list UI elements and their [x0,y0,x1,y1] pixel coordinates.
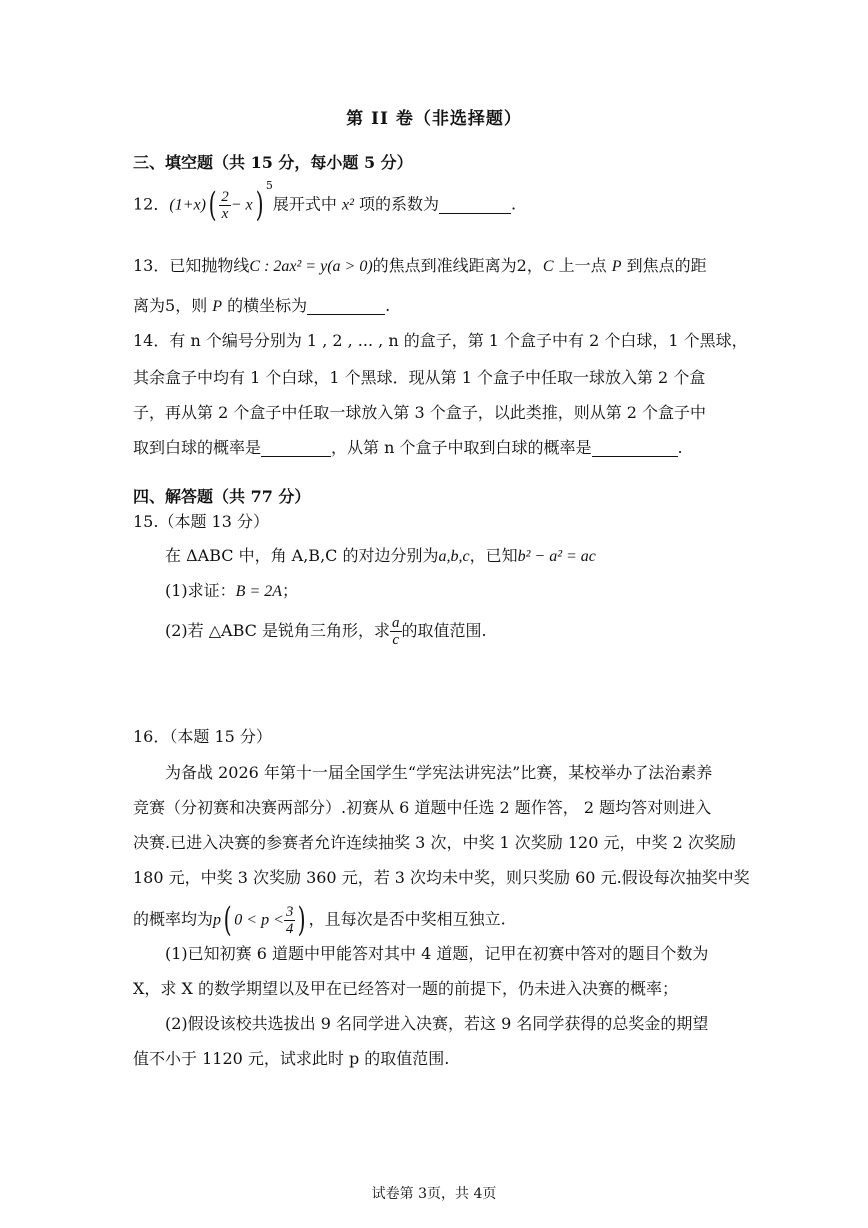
answer-blank[interactable] [261,440,331,457]
right-paren-icon: ) [298,900,306,940]
question-14-line-4: 取到白球的概率是 ，从第 n 个盒子中取到白球的概率是 . [133,438,683,457]
question-13-line-1: 13．已知抛物线C : 2ax² = y(a > 0)的焦点到准线距离为2，C 上一点 P 到焦点的距 [133,256,707,275]
page-footer: 试卷第 3页，共 4页 [371,1186,497,1202]
question-15-part-1: (1)求证：B = 2A； [165,581,299,600]
section-heading-solutions: 四、解答题（共 77 分） [133,487,311,506]
question-16-sub-2-line-1: (2)假设该校共选拔出 9 名同学进入决赛，若这 9 名同学获得的总奖金的期望 [165,1014,709,1033]
question-16-line-3: 决赛.已进入决赛的参赛者允许连续抽奖 3 次，中奖 1 次奖励 120 元，中奖 2 次奖励 [133,833,736,852]
question-16-line-1: 为备战 2026 年第十一届全国学生“学宪法讲宪法”比赛，某校举办了法治素养 [165,763,713,782]
fraction: $\frac{3}{4}$ [285,903,294,937]
question-14-line-2: 其余盒子中均有 1 个白球，1 个黑球．现从第 1 个盒子中任取一球放入第 2 个盒 [133,368,706,387]
page-title: 第 II 卷（非选择题） [346,109,522,129]
question-14-line-1: 14．有 n 个编号分别为 1 , 2 , ... , n 的盒子，第 1 个盒子中有 2 个白球，1 个黑球， [133,331,748,350]
question-12: 12．(1+x)( $\frac{2}{x}$ − x) $^5$展开式中 x² 项的系数为 . [133,179,517,225]
left-paren-icon: ( [223,900,232,940]
question-16-sub-2-line-2: 值不小于 1120 元，试求此时 p 的取值范围. [133,1049,450,1068]
fraction: $\frac{a}{c}$ [392,615,400,648]
question-16-line-2: 竞赛（分初赛和决赛两部分）.初赛从 6 道题中任选 2 题作答， 2 题均答对则进入 [133,798,712,817]
question-16-sub-1-line-2: X，求 X 的数学期望以及甲在已经答对一题的前提下，仍未进入决赛的概率； [133,979,678,998]
question-15-part-2: (2)若 △ABC 是锐角三角形，求 $\frac{a}{c}$ 的取值范围. [165,615,487,648]
math-expression: − x [230,196,253,214]
math-expression: C : 2ax² = y(a > 0) [249,258,373,275]
section-heading-fill-in: 三、填空题（共 15 分，每小题 5 分） [133,153,413,172]
math-term: x² [341,196,354,214]
exponent: 5 [265,179,273,193]
question-15-header: 15.（本题 13 分） [133,512,269,531]
left-paren-icon: ( [208,185,217,225]
question-text: 展开式中 [272,194,342,214]
answer-blank[interactable] [307,298,385,315]
question-number: 12． [133,194,170,214]
question-15-stem: 在 ΔABC 中，角 A,B,C 的对边分别为a,b,c，已知b² − a² = ac [165,546,596,565]
question-16-line-5: 的概率均为p( 0 < p < $\frac{3}{4}$ ) ，且每次是否中奖相互独立. [133,900,506,940]
question-14-line-3: 子，再从第 2 个盒子中任取一球放入第 3 个盒子，以此类推，则从第 2 个盒子中 [133,403,707,422]
question-number: 13． [133,256,170,275]
question-13-line-2: 离为5，则 P 的横坐标为 . [133,296,391,315]
answer-blank[interactable] [592,440,678,457]
fraction: $\frac{2}{x}$ [221,188,229,222]
math-expression: (1+x) [169,196,206,214]
answer-blank[interactable] [439,197,511,214]
right-paren-icon: ) [255,185,264,225]
question-16-header: 16．（本题 15 分） [133,727,272,746]
question-text: 项的系数为 [353,194,439,214]
question-16-line-4: 180 元，中奖 3 次奖励 360 元，若 3 次均未中奖，则只奖励 60 元.假设每次抽奖中奖 [133,868,750,887]
question-16-sub-1-line-1: (1)已知初赛 6 道题中甲能答对其中 4 道题，记甲在初赛中答对的题目个数为 [165,944,709,963]
